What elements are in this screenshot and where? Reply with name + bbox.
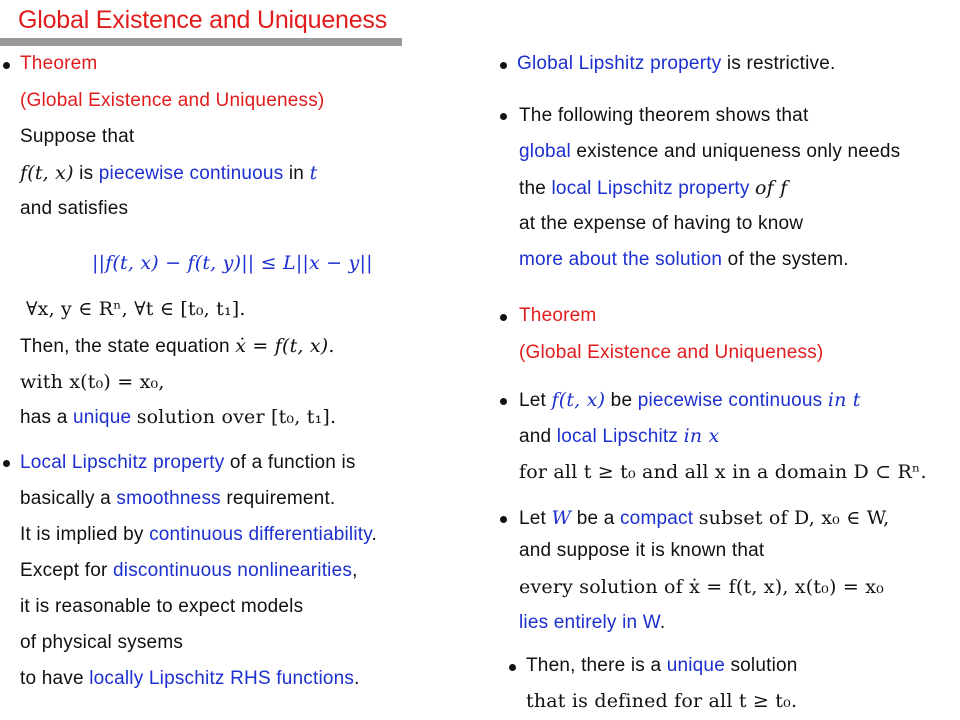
text-comma: , bbox=[352, 560, 358, 581]
except-line bbox=[20, 559, 358, 583]
then-unique-line bbox=[526, 654, 798, 678]
following-line: The following theorem shows that bbox=[519, 105, 809, 126]
defined-for-line: that is defined for all t ≥ t₀. bbox=[526, 690, 798, 712]
bullet-dot bbox=[3, 460, 10, 467]
text-period: . bbox=[371, 524, 378, 545]
text-to-have: to have bbox=[20, 668, 84, 689]
text-of-f: of f bbox=[755, 177, 788, 199]
text-local-lipschitz-property: local Lipschitz property bbox=[551, 178, 750, 199]
local-lipschitz-line bbox=[20, 451, 356, 475]
text-locally-lipschitz-rhs: locally Lipschitz RHS functions bbox=[89, 668, 355, 689]
text-piecewise-continuous: piecewise continuous bbox=[637, 390, 823, 411]
and-satisfies-text: and satisfies bbox=[20, 198, 129, 219]
title-underline-bar bbox=[0, 38, 402, 46]
text-in: in bbox=[288, 163, 305, 184]
text-global-lipshitz-property: Global Lipshitz property bbox=[517, 53, 722, 74]
text-except-for: Except for bbox=[20, 560, 108, 581]
text-in-t: in t bbox=[827, 389, 861, 411]
text-requirement: requirement. bbox=[226, 488, 336, 509]
text-compact: compact bbox=[619, 508, 694, 529]
math-f-tx: f(t, x) bbox=[551, 389, 606, 411]
suppose-known-line: and suppose it is known that bbox=[519, 540, 765, 561]
text-be: be bbox=[610, 390, 633, 411]
bullet-dot bbox=[500, 62, 507, 69]
text-implied-by: It is implied by bbox=[20, 524, 144, 545]
text-let: Let bbox=[519, 508, 547, 529]
text-local-lipschitz-property: Local Lipschitz property bbox=[20, 452, 225, 473]
physical-line: of physical sysems bbox=[20, 632, 184, 653]
lipschitz-formula: ||f(t, x) − f(t, y)|| ≤ L||x − y|| bbox=[92, 252, 373, 274]
math-w: W bbox=[551, 507, 572, 529]
text-continuous-differentiability: continuous differentiability bbox=[149, 524, 372, 545]
text-existence-only-needs: existence and uniqueness only needs bbox=[576, 141, 901, 162]
for-all-domain-line: for all t ≥ t₀ and all x in a domain D ⊂ Rⁿ. bbox=[519, 461, 927, 483]
let-f-line bbox=[519, 388, 861, 413]
text-basically: basically a bbox=[20, 488, 111, 509]
bullet-dot bbox=[500, 516, 507, 523]
math-state-eq: ẋ = f(t, x). bbox=[235, 335, 335, 357]
state-equation-line bbox=[20, 334, 335, 359]
bullet-dot bbox=[500, 113, 507, 120]
theorem-name: (Global Existence and Uniqueness) bbox=[20, 90, 325, 111]
slide-title: Global Existence and Uniqueness bbox=[18, 6, 388, 34]
text-local-lipschitz: local Lipschitz bbox=[556, 426, 679, 447]
expense-line: at the expense of having to know bbox=[519, 213, 804, 234]
text-unique: unique bbox=[666, 655, 725, 676]
local-lipschitz-in-x-line bbox=[519, 424, 719, 449]
text-has-a: has a bbox=[20, 407, 68, 428]
initial-condition-line: with x(t₀) = x₀, bbox=[20, 371, 165, 393]
local-lipschitz-prop-line bbox=[519, 176, 787, 201]
theorem-label: Theorem bbox=[20, 53, 98, 74]
text-unique: unique bbox=[72, 407, 132, 428]
text-smoothness: smoothness bbox=[116, 488, 221, 509]
reasonable-line: it is reasonable to expect models bbox=[20, 596, 304, 617]
rhs-line bbox=[20, 667, 360, 691]
text-then-state: Then, the state equation bbox=[20, 336, 230, 357]
global-existence-line bbox=[519, 140, 900, 164]
text-period: . bbox=[659, 612, 666, 633]
text-be-a: be a bbox=[576, 508, 615, 529]
theorem-label-right: Theorem bbox=[519, 305, 597, 326]
bullet-dot bbox=[500, 314, 507, 321]
bullet-dot bbox=[3, 62, 10, 69]
theorem-name-right: (Global Existence and Uniqueness) bbox=[519, 342, 824, 363]
suppose-text: Suppose that bbox=[20, 126, 135, 147]
text-of-system: of the system. bbox=[727, 249, 849, 270]
line-f-piecewise bbox=[20, 161, 317, 186]
bullet-dot bbox=[500, 398, 507, 405]
text-lies-entirely: lies entirely in W bbox=[519, 612, 660, 633]
implied-by-line bbox=[20, 523, 377, 547]
lies-entirely-line bbox=[519, 611, 665, 635]
text-period: . bbox=[354, 668, 360, 689]
text-piecewise-continuous: piecewise continuous bbox=[98, 163, 284, 184]
math-f-tx: f(t, x) bbox=[20, 162, 74, 184]
text-solution: solution bbox=[730, 655, 798, 676]
text-and: and bbox=[519, 426, 552, 447]
text-more-about-solution: more about the solution bbox=[519, 249, 723, 270]
smoothness-line bbox=[20, 487, 335, 511]
every-solution-line: every solution of ẋ = f(t, x), x(t₀) = x₀ bbox=[519, 576, 884, 598]
forall-line: ∀x, y ∈ Rⁿ, ∀t ∈ [t₀, t₁]. bbox=[26, 298, 246, 320]
text-of-function: of a function is bbox=[229, 452, 356, 473]
text-solution-over: solution over [t₀, t₁]. bbox=[136, 406, 337, 428]
let-w-line bbox=[519, 506, 889, 531]
more-about-line bbox=[519, 248, 849, 272]
text-discontinuous-nonlinearities: discontinuous nonlinearities bbox=[113, 560, 353, 581]
global-lipshitz-line bbox=[517, 52, 835, 76]
math-t: t bbox=[309, 162, 318, 184]
text-let: Let bbox=[519, 390, 547, 411]
text-in-x: in x bbox=[683, 425, 720, 447]
bullet-dot bbox=[509, 664, 516, 671]
text-is-restrictive: is restrictive. bbox=[726, 53, 836, 74]
unique-solution-line bbox=[20, 405, 336, 430]
text-global: global bbox=[519, 141, 571, 162]
text-is: is bbox=[79, 163, 94, 184]
text-the: the bbox=[519, 178, 547, 199]
text-then-there: Then, there is a bbox=[526, 655, 662, 676]
text-subset: subset of D, x₀ ∈ W, bbox=[698, 507, 890, 529]
